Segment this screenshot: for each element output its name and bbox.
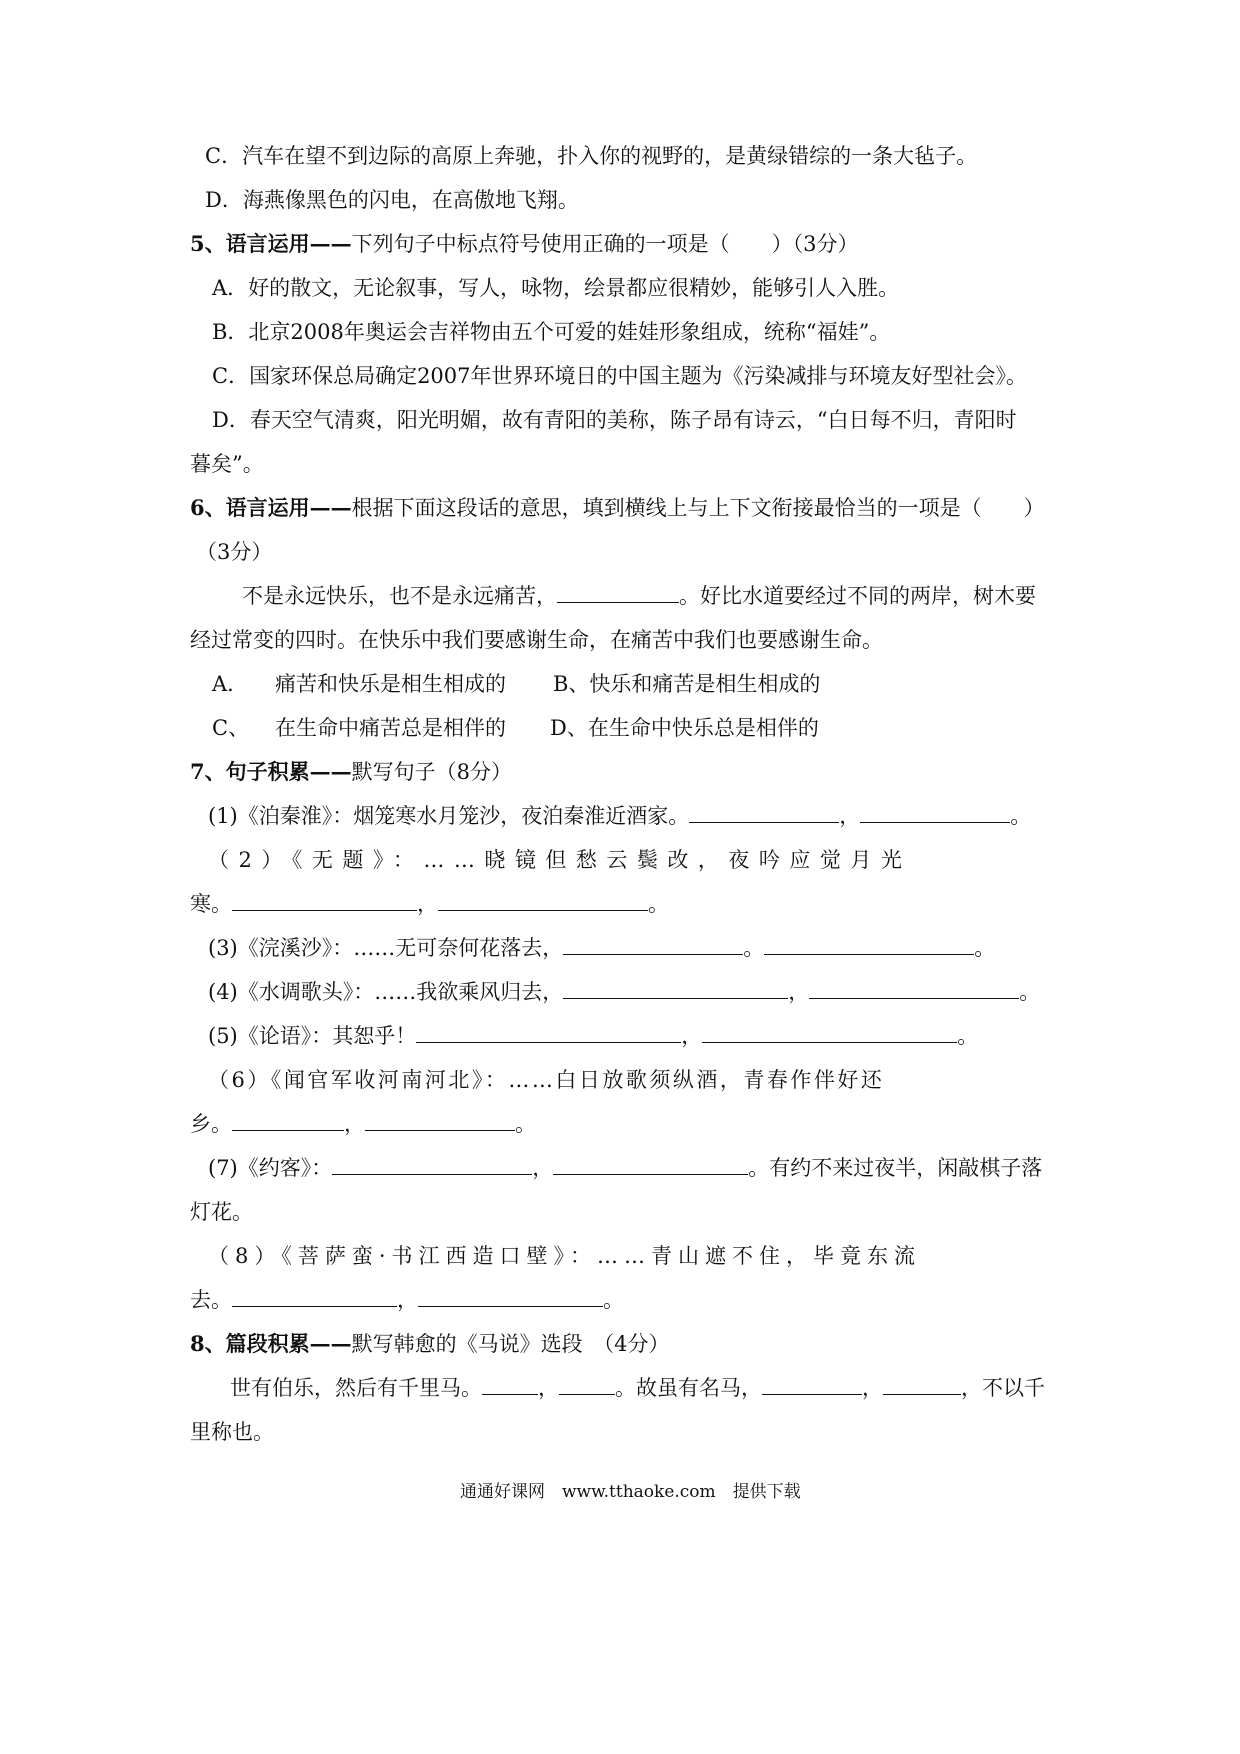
period: 。 xyxy=(648,892,669,916)
q7-item-6-text: （6）《闻官军收河南河北》：……白日放歌须纵酒，青春作伴好还 xyxy=(208,1068,885,1092)
q7-item-4-text: (4)《水调歌头》：……我欲乘风归去， xyxy=(208,980,564,1004)
q8-blank-4[interactable] xyxy=(883,1376,961,1395)
q7-item-5 xyxy=(208,1022,978,1050)
q7-item-7-text: (7)《约客》： xyxy=(208,1156,333,1180)
comma: ， xyxy=(397,1288,418,1312)
period: 。 xyxy=(603,1288,624,1312)
comma: ， xyxy=(681,1024,703,1048)
q7-item-2-line1 xyxy=(208,846,1058,874)
q7-item-6-line2 xyxy=(190,1110,536,1138)
q5-prompt: 下列句子中标点符号使用正确的一项是（ ）（3分） xyxy=(351,232,859,256)
q7-item-7-blank-1[interactable] xyxy=(332,1156,532,1175)
q5-heading xyxy=(190,230,858,258)
q7-item-3-blank-1[interactable] xyxy=(563,936,743,955)
q6-heading xyxy=(190,494,1045,522)
q7-item-1-blank-1[interactable] xyxy=(689,804,839,823)
q7-item-6-text-end: 乡。 xyxy=(190,1112,232,1136)
q7-item-3-blank-2[interactable] xyxy=(764,936,974,955)
q7-item-7-blank-2[interactable] xyxy=(553,1156,748,1175)
q6-answer-blank[interactable] xyxy=(557,584,679,603)
q4-option-d: D．海燕像黑色的闪电，在高傲地飞翔。 xyxy=(205,188,579,212)
q7-item-7-tail: 。有约不来过夜半，闲敲棋子落 xyxy=(748,1156,1043,1180)
q6-score: （3分） xyxy=(196,540,273,564)
comma: ， xyxy=(538,1376,559,1400)
comma: ， xyxy=(417,892,438,916)
period: 。 xyxy=(1010,804,1032,828)
q6-passage-line2: 经过常变的四时。在快乐中我们要感谢生命，在痛苦中我们也要感谢生命。 xyxy=(190,628,883,652)
q5-option-c: C．国家环保总局确定2007年世界环境日的中国主题为《污染减排与环境友好型社会》。 xyxy=(212,364,1028,388)
q5-option-d-line1: D．春天空气清爽，阳光明媚，故有青阳的美称，陈子昂有诗云，“白日每不归，青阳时 xyxy=(212,408,1017,432)
q7-item-5-text: (5)《论语》：其恕乎！ xyxy=(208,1024,417,1048)
q4-option-c: C．汽车在望不到边际的高原上奔驰，扑入你的视野的，是黄绿错综的一条大毡子。 xyxy=(205,144,978,168)
q7-item-2-blank-1[interactable] xyxy=(232,892,417,911)
q7-item-8-line2 xyxy=(190,1286,624,1314)
q6-option-a-text: 痛苦和快乐是相生相成的 xyxy=(275,672,506,696)
q5-option-a: A．好的散文，无论叙事，写人，咏物，绘景都应很精妙，能够引人入胜。 xyxy=(212,276,900,300)
period: 。 xyxy=(1019,980,1041,1004)
q6-title: 6、语言运用—— xyxy=(190,495,352,520)
q8-blank-2[interactable] xyxy=(559,1376,615,1395)
comma: ， xyxy=(788,980,810,1004)
q8-text-b: 。故虽有名马， xyxy=(615,1376,762,1400)
q6-passage-before: 不是永远快乐，也不是永远痛苦， xyxy=(242,584,557,608)
q6-option-a: A． xyxy=(212,672,249,696)
q8-blank-1[interactable] xyxy=(482,1376,538,1395)
q5-title: 5、语言运用—— xyxy=(190,231,352,256)
q7-item-7-line1 xyxy=(208,1154,1042,1182)
q7-item-5-blank-1[interactable] xyxy=(416,1024,681,1043)
q7-item-5-blank-2[interactable] xyxy=(702,1024,957,1043)
q6-option-d: D、在生命中快乐总是相伴的 xyxy=(550,716,819,740)
q8-passage-line1 xyxy=(230,1374,1045,1402)
page-footer: 通通好课网 www.tthaoke.com 提供下载 xyxy=(460,1482,801,1502)
q8-blank-3[interactable] xyxy=(762,1376,862,1395)
q7-item-2-text-end: 寒。 xyxy=(190,892,232,916)
q7-item-8-blank-2[interactable] xyxy=(418,1288,603,1307)
q7-item-3 xyxy=(208,934,995,962)
period: 。 xyxy=(743,936,765,960)
q7-item-2-line2 xyxy=(190,890,669,918)
q6-passage-after: 。好比水道要经过不同的两岸，树木要 xyxy=(679,584,1036,608)
q8-text-c: ，不以千 xyxy=(961,1376,1045,1400)
q7-item-4-blank-1[interactable] xyxy=(563,980,788,999)
period: 。 xyxy=(974,936,996,960)
q7-item-6-blank-1[interactable] xyxy=(232,1112,344,1131)
q7-item-3-text: (3)《浣溪沙》：……无可奈何花落去， xyxy=(208,936,564,960)
period: 。 xyxy=(957,1024,979,1048)
period: 。 xyxy=(515,1112,536,1136)
q6-passage-line1 xyxy=(242,582,1036,610)
q7-heading xyxy=(190,758,512,786)
q6-option-c-text: 在生命中痛苦总是相伴的 xyxy=(275,716,506,740)
q7-prompt: 默写句子（8分） xyxy=(351,760,512,784)
q7-item-2-text: （2）《无题》：……晓镜但愁云鬓改，夜吟应觉月光 xyxy=(208,848,912,872)
q7-item-1 xyxy=(208,802,1031,830)
q7-title: 7、句子积累—— xyxy=(190,759,352,784)
q5-option-d-line2: 暮矣”。 xyxy=(190,452,264,476)
q6-prompt: 根据下面这段话的意思，填到横线上与上下文衔接最恰当的一项是（ ） xyxy=(351,496,1045,520)
comma: ， xyxy=(862,1376,883,1400)
q8-text-a: 世有伯乐，然后有千里马。 xyxy=(230,1376,482,1400)
q7-item-8-text: （8）《菩萨蛮·书江西造口壁》：……青山遮不住，毕竟东流 xyxy=(208,1244,922,1268)
q5-option-b: B．北京2008年奥运会吉祥物由五个可爱的娃娃形象组成，统称“福娃”。 xyxy=(212,320,891,344)
comma: ， xyxy=(344,1112,365,1136)
q7-item-8-blank-1[interactable] xyxy=(232,1288,397,1307)
comma: ， xyxy=(532,1156,554,1180)
q7-item-6-blank-2[interactable] xyxy=(365,1112,515,1131)
q7-item-8-text-end: 去。 xyxy=(190,1288,232,1312)
q7-item-4 xyxy=(208,978,1040,1006)
q8-prompt: 默写韩愈的《马说》选段 （4分） xyxy=(351,1332,670,1356)
q6-option-b: B、快乐和痛苦是相生相成的 xyxy=(553,672,821,696)
q7-item-8-line1 xyxy=(208,1242,1058,1270)
q7-item-7-line2: 灯花。 xyxy=(190,1200,253,1224)
q7-item-1-text: (1)《泊秦淮》：烟笼寒水月笼沙，夜泊秦淮近酒家。 xyxy=(208,804,690,828)
q7-item-4-blank-2[interactable] xyxy=(809,980,1019,999)
q6-option-c: C、 xyxy=(212,716,250,740)
q7-item-6-line1 xyxy=(208,1066,1058,1094)
q8-title: 8、篇段积累—— xyxy=(190,1331,352,1356)
q8-heading xyxy=(190,1330,670,1358)
comma: ， xyxy=(839,804,861,828)
q8-passage-line2: 里称也。 xyxy=(190,1420,274,1444)
q7-item-1-blank-2[interactable] xyxy=(860,804,1010,823)
q7-item-2-blank-2[interactable] xyxy=(438,892,648,911)
